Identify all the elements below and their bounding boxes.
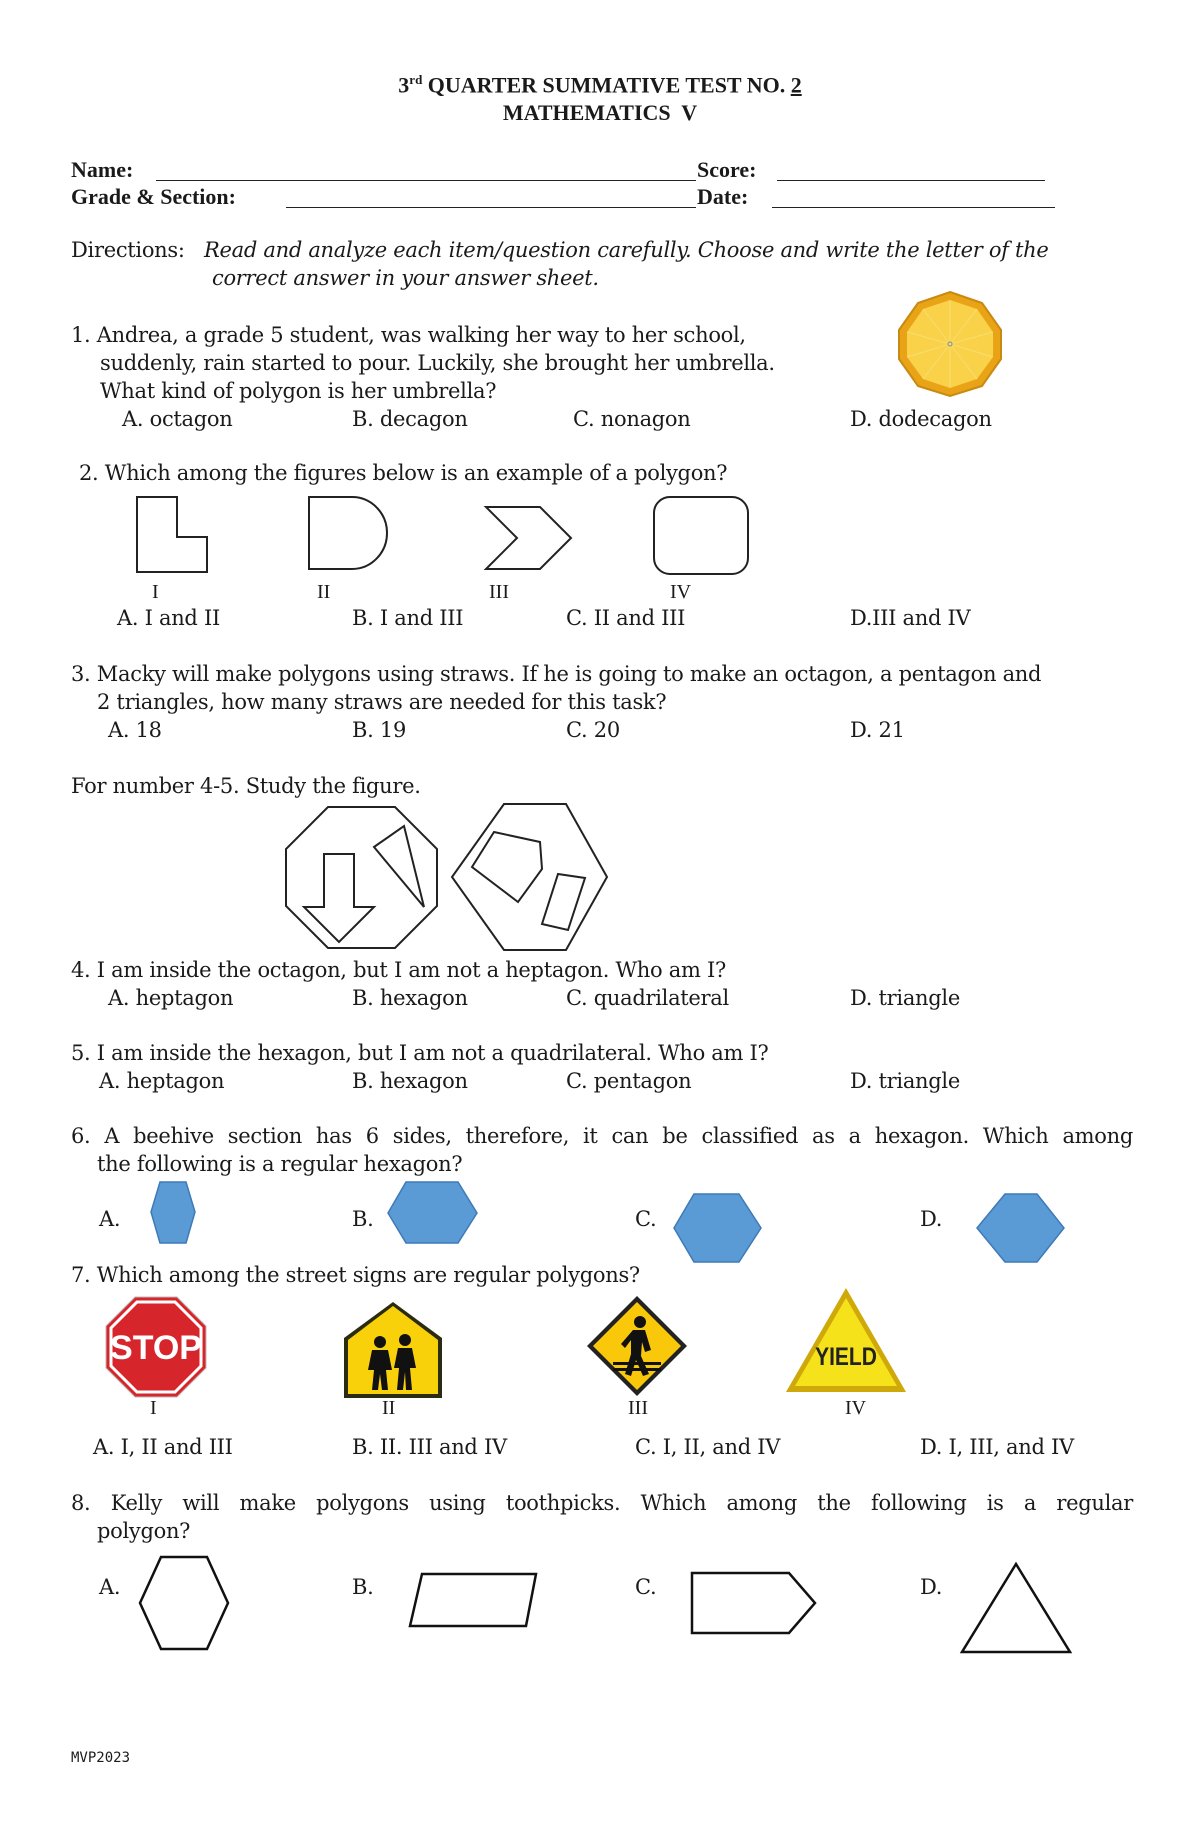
q6-choice-b: B. (352, 1207, 374, 1231)
q5-choice-b: B. hexagon (352, 1069, 468, 1093)
stop-sign-text: STOP (110, 1329, 202, 1367)
hexagon-b-icon (386, 1180, 480, 1246)
q2-choice-d: D.III and IV (850, 606, 971, 630)
q2-choice-a: A. I and II (117, 606, 220, 630)
figure-label-iv: IV (670, 581, 692, 603)
q8-choice-d: D. (920, 1575, 943, 1599)
q1-choice-a: A. octagon (122, 407, 233, 431)
sign-label-i: I (150, 1397, 157, 1419)
q6-line-1: 6. A beehive section has 6 sides, therefore, it can be classified as a hexagon. Which among (71, 1124, 1133, 1148)
q3-line-1: 3. Macky will make polygons using straws. If he is going to make an octagon, a pentagon and (71, 662, 1042, 686)
q6-line-2: the following is a regular hexagon? (97, 1152, 463, 1176)
stop-sign-icon (105, 1296, 207, 1398)
q7-choice-a: A. I, II and III (93, 1435, 233, 1459)
q7-choice-b: B. II. III and IV (352, 1435, 507, 1459)
figure-label-ii: II (317, 581, 331, 603)
q4-question: 4. I am inside the octagon, but I am not a heptagon. Who am I? (71, 958, 726, 982)
q8-line-1: 8. Kelly will make polygons using toothpicks. Which among the following is a regular (71, 1491, 1133, 1515)
q1-choice-d: D. dodecagon (850, 407, 992, 431)
hexagon-d-icon (975, 1192, 1067, 1264)
sign-label-iv: IV (845, 1397, 867, 1419)
pedestrian-crossing-sign-icon (585, 1294, 689, 1398)
q6-choice-a: A. (99, 1207, 121, 1231)
score-line[interactable] (777, 180, 1045, 181)
q5-choice-a: A. heptagon (99, 1069, 225, 1093)
hexagon-a-icon (148, 1180, 198, 1246)
q5-question: 5. I am inside the hexagon, but I am not a quadrilateral. Who am I? (71, 1041, 769, 1065)
q3-choice-b: B. 19 (352, 718, 407, 742)
directions-text-2: correct answer in your answer sheet. (212, 266, 599, 290)
name-line[interactable] (156, 180, 696, 181)
directions-text-1: Read and analyze each item/question carefully. Choose and write the letter of the (204, 238, 1049, 262)
hexagon-outline-icon (137, 1555, 231, 1651)
q6-choice-d: D. (920, 1207, 943, 1231)
yield-sign-text: YIELD (815, 1342, 877, 1371)
pentagon-arrow-outline-icon (689, 1570, 819, 1636)
q2-choice-b: B. I and III (352, 606, 464, 630)
hexagon-c-icon (672, 1192, 764, 1264)
figure-rounded-square (652, 495, 750, 575)
q7-choice-d: D. I, III, and IV (920, 1435, 1074, 1459)
grade-section-line[interactable] (286, 207, 696, 208)
figure-label-iii: III (489, 581, 509, 603)
figure-l-shape (135, 495, 215, 575)
footer-code: MVP2023 (71, 1750, 131, 1766)
q1-line-2: suddenly, rain started to pour. Luckily, she brought her umbrella. (100, 351, 775, 375)
date-line[interactable] (772, 207, 1055, 208)
q8-choice-b: B. (352, 1575, 374, 1599)
q6-choice-c: C. (635, 1207, 657, 1231)
q8-choice-c: C. (635, 1575, 657, 1599)
yield-sign-icon (784, 1286, 908, 1396)
sign-label-iii: III (628, 1397, 648, 1419)
parallelogram-outline-icon (408, 1570, 540, 1630)
q1-choice-c: C. nonagon (573, 407, 691, 431)
q3-choice-c: C. 20 (566, 718, 620, 742)
q45-intro: For number 4-5. Study the figure. (71, 774, 421, 798)
q7-question: 7. Which among the street signs are regular polygons? (71, 1263, 640, 1287)
q5-choice-d: D. triangle (850, 1069, 960, 1093)
q8-line-2: polygon? (97, 1519, 191, 1543)
triangle-outline-icon (960, 1560, 1074, 1656)
figure-d-shape (307, 495, 397, 575)
q3-choice-d: D. 21 (850, 718, 905, 742)
umbrella-icon (890, 288, 1010, 400)
figure-label-i: I (152, 581, 159, 603)
octagon-hexagon-figure (282, 802, 612, 952)
test-title: 3rd QUARTER SUMMATIVE TEST NO. 2 (398, 72, 802, 98)
score-label: Score: (697, 157, 757, 182)
directions-label: Directions: (71, 238, 185, 262)
q1-choice-b: B. decagon (352, 407, 468, 431)
q8-choice-a: A. (99, 1575, 121, 1599)
q4-choice-b: B. hexagon (352, 986, 468, 1010)
school-crossing-sign-icon (342, 1300, 444, 1400)
q1-line-1: 1. Andrea, a grade 5 student, was walking her way to her school, (71, 323, 746, 347)
q3-choice-a: A. 18 (108, 718, 162, 742)
q5-choice-c: C. pentagon (566, 1069, 692, 1093)
sign-label-ii: II (382, 1397, 396, 1419)
q2-question: 2. Which among the figures below is an example of a polygon? (79, 461, 728, 485)
q4-choice-d: D. triangle (850, 986, 960, 1010)
grade-section-label: Grade & Section: (71, 184, 236, 209)
name-label: Name: (71, 157, 134, 182)
q3-line-2: 2 triangles, how many straws are needed for this task? (97, 690, 667, 714)
q4-choice-a: A. heptagon (108, 986, 234, 1010)
test-subtitle: MATHEMATICS V (502, 100, 698, 125)
q2-choice-c: C. II and III (566, 606, 686, 630)
date-label: Date: (697, 184, 749, 209)
figure-chevron (484, 505, 574, 575)
q7-choice-c: C. I, II, and IV (635, 1435, 781, 1459)
q4-choice-c: C. quadrilateral (566, 986, 729, 1010)
q1-line-3: What kind of polygon is her umbrella? (100, 379, 497, 403)
